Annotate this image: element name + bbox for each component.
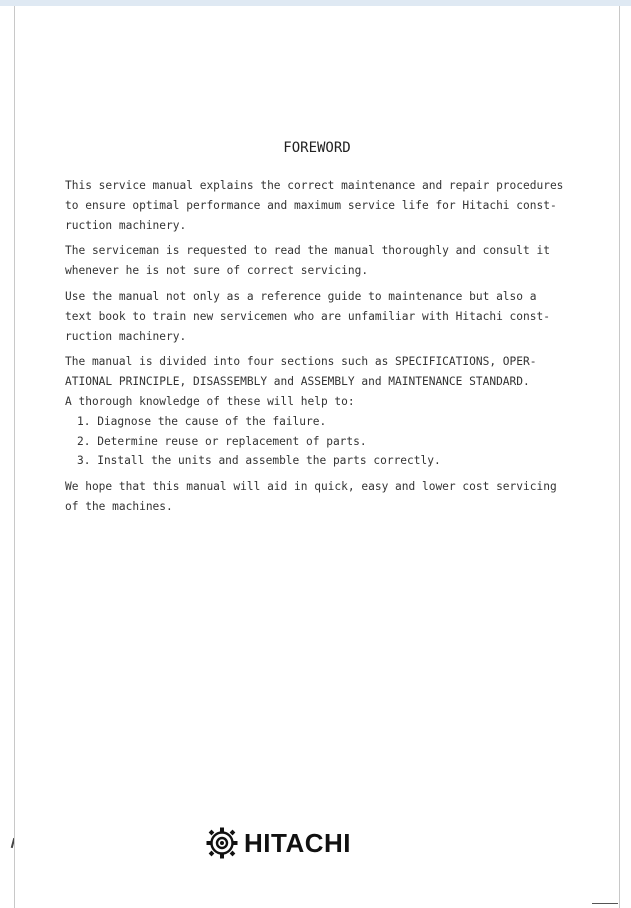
hitachi-logo (205, 823, 351, 863)
text-line: text book to train new servicemen who are unfamiliar with Hitachi const- (65, 309, 550, 323)
text-line: ruction machinery. (65, 329, 187, 343)
text-line: This service manual explains the correct maintenance and repair procedures (65, 179, 564, 192)
text-line: ATIONAL PRINCIPLE, DISASSEMBLY and ASSEMBLY and MAINTENANCE STANDARD. (65, 375, 530, 389)
text-line: to ensure optimal performance and maximum service life for Hitachi const- (65, 198, 557, 212)
paragraph-sections (65, 352, 565, 411)
paragraph-usage (65, 287, 565, 346)
brand-name: HITACHI (244, 827, 352, 858)
list-item: 2. Determine reuse or replacement of parts. (77, 434, 367, 448)
text-line: We hope that this manual will aid in quick, easy and lower cost servicing (65, 480, 557, 494)
text-line: ruction machinery. (65, 218, 187, 232)
paragraph-closing (65, 477, 565, 517)
text-line: A thorough knowledge of these will help to: (65, 394, 355, 408)
hitachi-emblem-icon (205, 826, 239, 860)
text-line: The serviceman is requested to read the manual thoroughly and consult it (65, 244, 550, 258)
foreword-body (65, 176, 565, 523)
corner-line (592, 903, 618, 904)
paragraph-serviceman (65, 241, 565, 281)
document-page (14, 6, 620, 908)
list-item: 1. Diagnose the cause of the failure. (77, 414, 327, 428)
page-title: FOREWORD (283, 140, 351, 156)
text-line: of the machines. (65, 499, 173, 513)
text-line: whenever he is not sure of correct servicing. (65, 264, 369, 278)
text-line: Use the manual not only as a reference guide to maintenance but also a (65, 289, 537, 303)
text-line: The manual is divided into four sections such as SPECIFICATIONS, OPER- (65, 355, 537, 369)
numbered-list (65, 412, 565, 471)
list-item: 3. Install the units and assemble the parts correctly. (77, 454, 441, 468)
paragraph-intro (65, 176, 565, 235)
